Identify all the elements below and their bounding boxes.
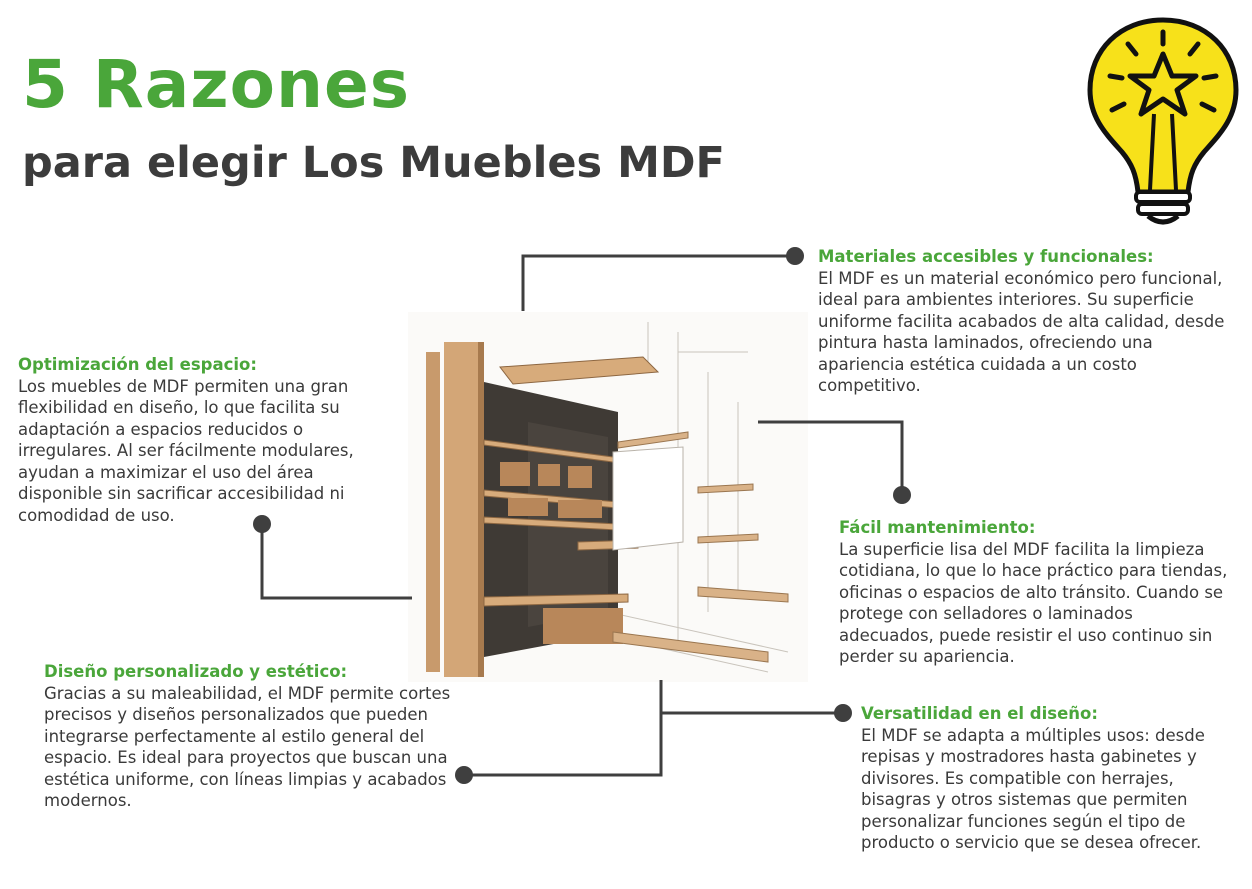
section-optimizacion [18, 354, 378, 526]
section-mantenimiento-title: Fácil mantenimiento: [839, 518, 1036, 537]
section-optimizacion-title: Optimización del espacio: [18, 355, 257, 374]
section-versatilidad-text: El MDF se adapta a múltiples usos: desde repisas y mostradores hasta gabinetes y divisores. Es compatible con herrajes, bisagras y otros sistemas que permiten personalizar funciones según el tipo de producto o servicio que se desea ofrecer. [861, 725, 1205, 852]
section-materiales [818, 246, 1238, 397]
section-diseno-text: Gracias a su maleabilidad, el MDF permite cortes precisos y diseños personalizados que pueden integrarse perfectamente al estilo general del espacio. Es ideal para proyectos que buscan una estética uniforme, con líneas limpias y acabados modernos. [44, 683, 451, 810]
page-subtitle: para elegir Los Muebles MDF [22, 138, 725, 188]
section-mantenimiento-text: La superficie lisa del MDF facilita la limpieza cotidiana, lo que lo hace práctico para tiendas, oficinas o espacios de alto tránsito. Cuando se protege con selladores o laminados adecuados, puede resistir el uso continuo sin perder su apariencia. [839, 539, 1228, 666]
section-materiales-text: El MDF es un material económico pero funcional, ideal para ambientes interiores. Su superficie uniforme facilita acabados de alta calidad, desde pintura hasta laminados, ofreciendo una apariencia estética cuidada a un costo competitivo. [818, 268, 1225, 395]
mdf-furniture-illustration [408, 312, 808, 682]
lightbulb-star-icon [1082, 14, 1244, 232]
section-diseno-title: Diseño personalizado y estético: [44, 662, 348, 681]
section-diseno [44, 661, 454, 812]
section-optimizacion-text: Los muebles de MDF permiten una gran flexibilidad en diseño, lo que facilita su adaptación a espacios reducidos o irregulares. Al ser fácilmente modulares, ayudan a maximizar el uso del área disponible sin sacrificar accesibilidad ni comodidad de uso. [18, 376, 354, 525]
page-title: 5 Razones [22, 46, 411, 123]
section-materiales-title: Materiales accesibles y funcionales: [818, 247, 1154, 266]
section-versatilidad [861, 703, 1216, 854]
section-mantenimiento [839, 517, 1229, 668]
section-versatilidad-title: Versatilidad en el diseño: [861, 704, 1098, 723]
